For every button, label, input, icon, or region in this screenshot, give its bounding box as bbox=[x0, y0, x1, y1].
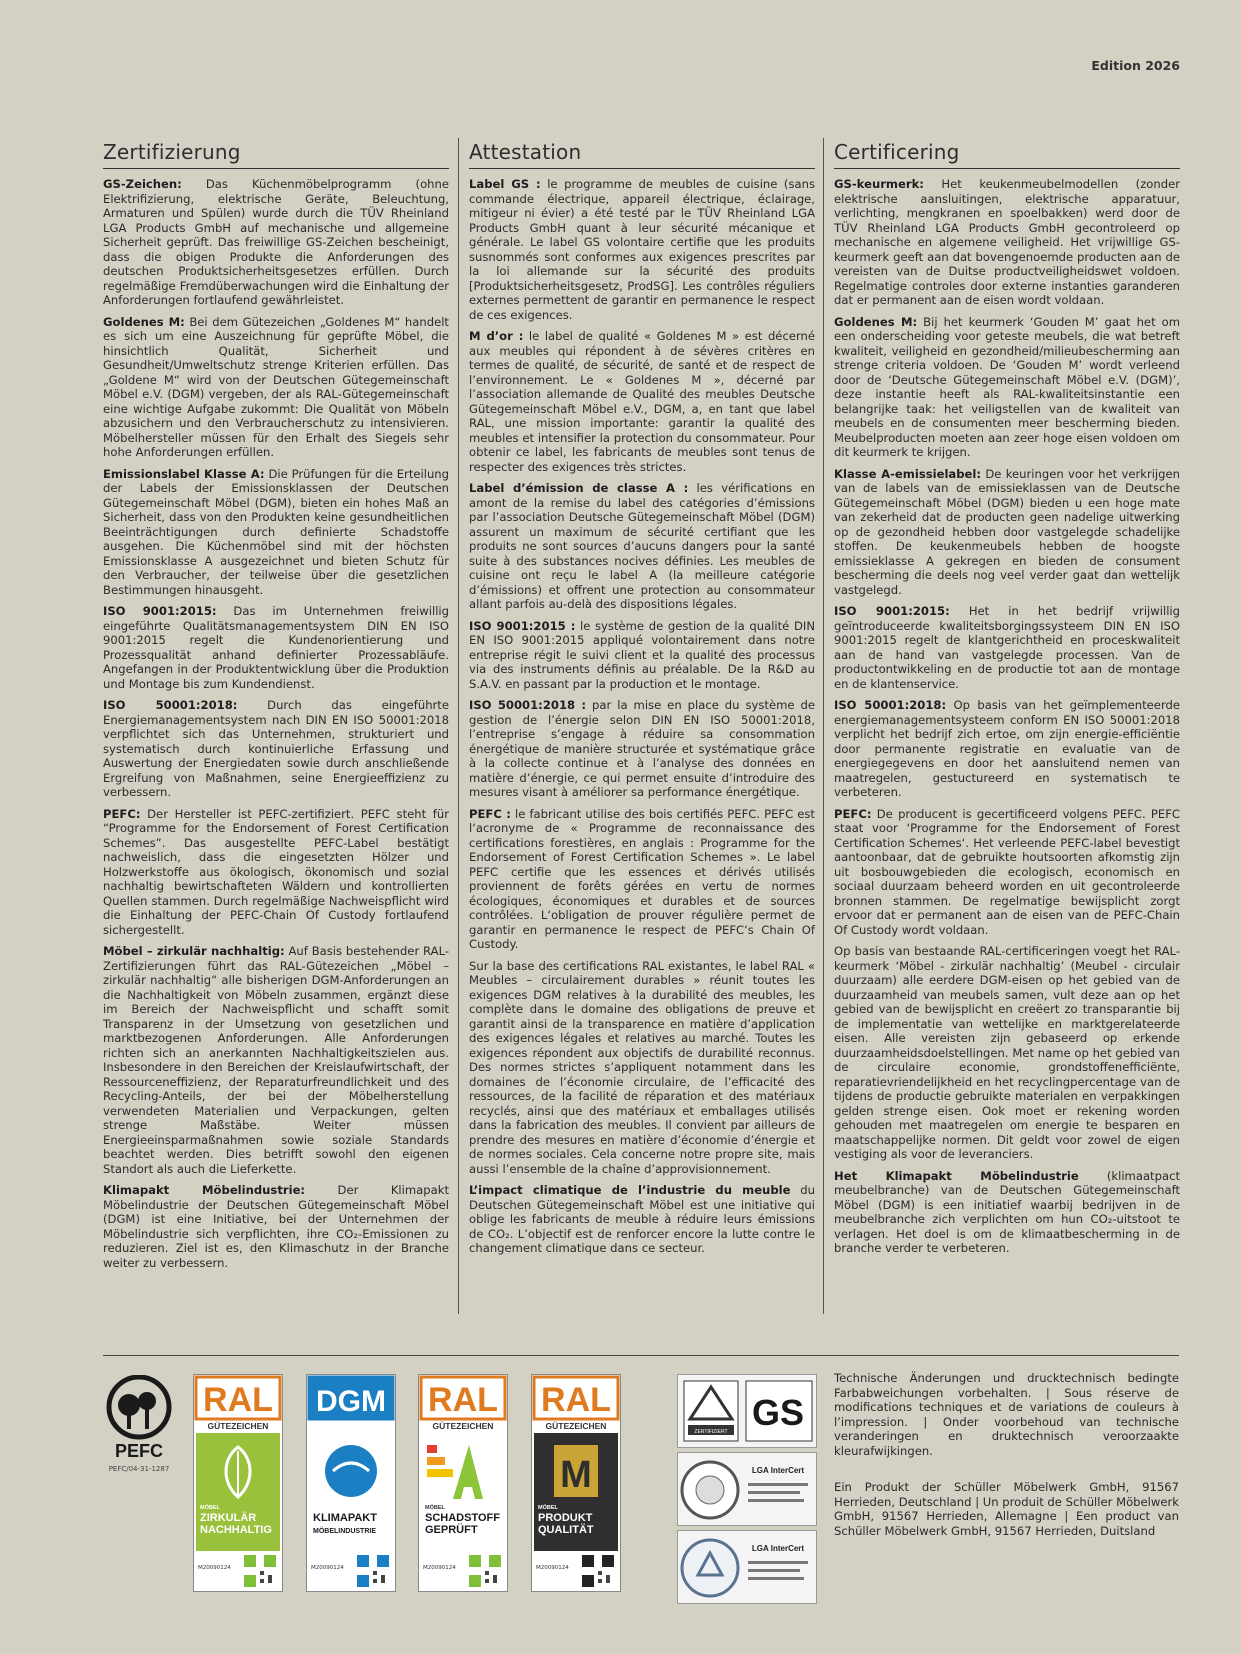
gs-mark: GS bbox=[751, 1392, 805, 1433]
seal-label-1: PRODUKT bbox=[538, 1512, 593, 1524]
certification-paragraph bbox=[103, 1183, 449, 1270]
certification-paragraph bbox=[834, 467, 1180, 598]
footer-notice: Technische Änderungen und drucktechnisch bedingte Farbabweichungen vorbehalten. | Sous réserve de modifications techniques et de variations de couleurs à l’impression. | Onder voorbehoud van technische veranderingen en druktechnisch veroorzaakte kleurafwijkingen. bbox=[834, 1371, 1179, 1458]
paragraph-text: De producent is gecertificeerd volgens PEFC. PEFC staat voor ‘Programme for the Endorsement of Forest Certification Schemes‘. Het verleende PEFC-label bevestigt aantoonbaar, dat de gebruikte houtsoorten afkomstig zijn uit bosbouwgebieden die ecologisch, economisch en sociaal duurzaam beheerd worden en uit gecontroleerde bronnen stammen. De regelmatige bewijsplicht zorgt ervoor dat er permanent aan de eisen van de PEFC-Chain Of Custody wordt voldaan. bbox=[834, 806, 1180, 937]
paragraph-lead: Het Klimapakt Möbelindustrie bbox=[834, 1168, 1079, 1183]
certification-logos bbox=[103, 1372, 818, 1597]
certification-paragraph bbox=[469, 959, 815, 1177]
seal-graphic bbox=[307, 1375, 395, 1555]
column-title: Zertifizierung bbox=[103, 138, 449, 169]
qr-code-icon bbox=[244, 1555, 276, 1587]
seal-band: GÜTEZEICHEN bbox=[207, 1421, 269, 1431]
tuv-label: ZERTIFIZIERT bbox=[694, 1429, 728, 1435]
paragraph-lead: ISO 50001:2018 : bbox=[469, 698, 587, 712]
footer-text bbox=[834, 1371, 1179, 1560]
qr-code-icon bbox=[357, 1555, 389, 1587]
paragraph-text: Het in het bedrijf vrijwillig geïntroduceerde kwaliteitsborgingssysteem DIN EN ISO 9001:2015 regelt de klantgerichtheid en proceskwaliteit aan de hand van vastgelegde processen. Van de productontwikkeling en de productie tot aan de montage en de klantenservice. bbox=[834, 604, 1180, 691]
paragraph-text: Het keukenmeubelmodellen (zonder elektrische aansluitingen, elektrische apparatuur, verlichting, mengkranen en spoelbakken) werd door de TÜV Rheinland LGA Products GmbH gecontroleerd op mechanische en algemene veiligheid. Het vrijwillige GS-keurmerk geeft aan dat bovengenoemde producten aan de vereisten van de Duitse productveiligheidswet voldoen. Regelmatige controles door externe instanties garanderen dat er permanent aan de eisen wordt voldaan. bbox=[834, 177, 1180, 307]
seal-small-label: MÖBEL bbox=[538, 1505, 558, 1511]
seal-code: M20090124 bbox=[536, 1565, 569, 1571]
certification-columns bbox=[103, 138, 1179, 1314]
seal-label-2: QUALITÄT bbox=[538, 1524, 594, 1536]
paragraph-text: le programme de meubles de cuisine (sans commande électrique, appareil électrique, éclairage, mitigeur ni évier) a été testé par le TÜV Rheinland LGA Products GmbH quant à leur sécurité mécanique et générale. Le label GS volontaire certifie que les produits susnommés sont conformes aux exigences prescrites par la loi allemande sur la sécurité des produits [Produktsicherheitsgesetz, ProdSG]. Les contrôles réguliers externes permettent de garantir en permanence le respect de ces exigences. bbox=[469, 177, 815, 322]
paragraph-text: par la mise en place du système de gestion de l’énergie selon DIN EN ISO 50001:2018, l’entreprise s’engage à réduire sa consommation énergétique de manière structurée et systématique grâce à la collecte continue et à l’analyse des données en matière d’énergie, ce qui permet ensuite d’introduire des mesures visant à améliorer sa performance énergétique. bbox=[469, 698, 815, 799]
footer-producer: Ein Produkt der Schüller Möbelwerk GmbH, 91567 Herrieden, Deutschland | Un produit de Schüller Möbelwerk GmbH, 91567 Herrieden, Allemagne | Een product van Schüller Möbelwerk GmbH, 91567 Herrieden, Duitsland bbox=[834, 1480, 1179, 1538]
paragraph-lead: L’impact climatique de l’industrie du meuble bbox=[469, 1183, 791, 1197]
certification-paragraph bbox=[834, 604, 1180, 691]
paragraph-text: Bei dem Gütezeichen „Goldenes M“ handelt es sich um eine Auszeichnung für geprüfte Möbel, die hinsichtlich Qualität, Sicherheit und Gesundheit/Umweltschutz strenge Kriterien erfüllen. Das „Goldene M“ wird von der Deutschen Gütegemeinschaft Möbel e.V. (DGM) vergeben, der als RAL-Gütegemeinschaft eine wichtige Aufgabe zukommt: Die Qualität von Möbeln abzusichern und den Verbraucherschutz zu intensivieren. Möbelhersteller müssen für den Erhalt des Siegels sehr hohe Anforderungen erfüllen. bbox=[103, 314, 449, 459]
paragraph-lead: GS-keurmerk: bbox=[834, 177, 924, 191]
seal-label-1: ZIRKULÄR bbox=[200, 1512, 257, 1524]
certification-paragraph bbox=[834, 177, 1180, 308]
certification-paragraph bbox=[103, 467, 449, 598]
intercert-brand: LGA InterCert bbox=[751, 1466, 805, 1475]
quality-seal-card bbox=[531, 1374, 621, 1592]
footer-divider bbox=[103, 1355, 1179, 1356]
column-divider bbox=[458, 138, 459, 1314]
paragraph-text: De keuringen voor het verkrijgen van de labels van de emissieklassen van de Deutsche Gütegemeinschaft Möbel (DGM) bieden u een hoge mate van zekerheid dat de producten geen nadelige uitwerking op de gezondheid hebben door vastgelegde schadelijke stoffen. De keukenmeubels hebben de hoogste emissieklasse A gekregen en bieden de consument bescherming die deels nog veel verder gaat dan wettelijk vastgelegd. bbox=[834, 466, 1180, 597]
paragraph-text: Das im Unternehmen freiwillig eingeführte Qualitätsmanagementsystem DIN EN ISO 9001:2015 regelt die Kundenorientierung und Prozessqualität anhand definierter Prozessabläufe. Angefangen in der Produktentwicklung über die Produktion und Montage bis zum Kundendienst. bbox=[103, 604, 449, 691]
seal-top: RAL bbox=[428, 1381, 498, 1419]
paragraph-lead: PEFC: bbox=[834, 806, 872, 821]
intercert-brand: LGA InterCert bbox=[751, 1544, 805, 1553]
seal-top: DGM bbox=[316, 1385, 386, 1418]
column-title: Attestation bbox=[469, 138, 815, 169]
paragraph-lead: PEFC : bbox=[469, 806, 511, 821]
paragraph-lead: Label d’émission de classe A : bbox=[469, 481, 689, 495]
column-french bbox=[469, 138, 815, 1263]
pefc-tree-icon bbox=[103, 1375, 175, 1465]
seal-code: M20090124 bbox=[311, 1565, 344, 1571]
paragraph-lead: Klasse A-emissielabel: bbox=[834, 466, 982, 481]
seal-graphic bbox=[532, 1375, 620, 1555]
quality-seal-card bbox=[418, 1374, 508, 1592]
certification-paragraph bbox=[469, 177, 815, 322]
paragraph-text: Die Prüfungen für die Erteilung der Labels der Emissionsklassen der Deutschen Gütegemeinschaft Möbel (DGM), bieten ein hohes Maß an Sicherheit, dass von den Produkten keine gesundheitlichen Beeinträchtigungen durch definierte Schadstoffe ausgehen. Die Küchenmöbel sind mit der höchsten Emissionsklasse A ausgezeichnet und bieten Schutz für den Verbraucher, der teilweise über die gesetzlichen Bestimmungen hinausgeht. bbox=[103, 466, 449, 597]
certification-paragraph bbox=[103, 807, 449, 938]
certification-paragraph bbox=[103, 315, 449, 460]
quality-seal-card bbox=[306, 1374, 396, 1592]
certification-paragraph bbox=[469, 481, 815, 612]
seal-top: RAL bbox=[203, 1381, 273, 1419]
certification-paragraph bbox=[103, 604, 449, 691]
seal-top: RAL bbox=[541, 1381, 611, 1419]
pefc-wordmark: PEFC bbox=[114, 1441, 164, 1461]
intercert-iso9001-badge bbox=[677, 1452, 817, 1526]
column-divider bbox=[823, 138, 824, 1314]
column-body bbox=[469, 177, 815, 1256]
paragraph-text: Bij het keurmerk ‘Gouden M’ gaat het om een onderscheiding voor geteste meubels, die wat betreft kwaliteit, veiligheid en gezondheid/milieubescherming aan strenge criteria voldoen. De ‘Gouden M’ wordt verleend door de ‘Deutsche Gütegemeinschaft Möbel e.V. (DGM)’, deze instantie heeft als RAL-kwaliteitsinstantie een belangrijke taak: het veiligstellen van de kwaliteit van meubels en de consumenten meer bescherming bieden. Meubelproducten moeten aan zeer hoge eisen voldoen om dit keurmerk te krijgen. bbox=[834, 314, 1180, 459]
column-body bbox=[834, 177, 1180, 1256]
qr-code-icon bbox=[469, 1555, 501, 1587]
seal-small-label: MÖBEL bbox=[200, 1505, 220, 1511]
seal-label-1: SCHADSTOFF bbox=[425, 1512, 500, 1524]
seal-label-2: NACHHALTIG bbox=[200, 1524, 272, 1536]
paragraph-text: Der Hersteller ist PEFC-zertifiziert. PEFC steht für “Programme for the Endorsement of Forest Certification Schemes”. Das ausgestellte PEFC-Label bestätigt nachweislich, dass die eingesetzten Hölzer und Holzwerkstoffe aus ökologisch, ökonomisch und sozial nachhaltig bewirtschafteten Wäldern und kontrollierten Quellen stammen. Durch regelmäßige Nachweispflicht wird die Einhaltung der PEFC-Chain Of Custody fortlaufend sichergestellt. bbox=[103, 806, 449, 937]
seal-code: M20090124 bbox=[423, 1565, 456, 1571]
paragraph-text: Op basis van het geïmplementeerde energiemanagementsysteem conform EN ISO 50001:2018 verplicht het bedrijf zich ertoe, om zijn energie-efficiëntie door permanente registratie en evaluatie van de energiegegevens en door het aansluitend nemen van maatregelen, gestuctureerd en systematisch te verbeteren. bbox=[834, 698, 1180, 799]
certification-paragraph bbox=[103, 177, 449, 308]
quality-seal-card bbox=[193, 1374, 283, 1592]
certification-paragraph bbox=[469, 619, 815, 692]
certification-paragraph bbox=[834, 944, 1180, 1162]
paragraph-lead: ISO 50001:2018: bbox=[103, 698, 238, 712]
column-title: Certificering bbox=[834, 138, 1180, 169]
seal-label-1: KLIMAPAKT bbox=[313, 1512, 377, 1524]
paragraph-lead: M d’or : bbox=[469, 329, 524, 343]
paragraph-lead: Goldenes M: bbox=[834, 314, 918, 329]
seal-small-label: MÖBEL bbox=[425, 1505, 445, 1511]
paragraph-text: Auf Basis bestehender RAL-Zertifizierungen führt das RAL-Gütezeichen „Möbel – zirkulär nachhaltig“ alle bisherigen DGM-Anforderungen an die Nachhaltigkeit von Möbeln zusammen, ergänzt diese im Bereich der Nachweispflicht und schafft somit Transparenz in der Umsetzung von gesetzlichen und marktbezogenen Anforderungen. Alle Anforderungen richten sich an anerkannten Nachhaltigkeitszielen aus. Insbesondere in den Bereichen der Kreislaufwirtschaft, der Ressourceneffizienz, der Reparaturfreundlichkeit und des Recycling-Anteils, der bei der Möbelherstellung verwendeten Materialien und Verpackungen, gelten strenge Maßstäbe. Weiter müssen Energieeinsparmaßnahmen sowie soziale Standards beachtet werden. Dies betrifft sowohl den eigenen Standort als auch die Lieferkette. bbox=[103, 944, 450, 1176]
paragraph-text: Sur la base des certifications RAL existantes, le label RAL « Meubles – circulairement durables » réunit toutes les exigences DGM relatives à la durabilité des meubles, les complète dans le domaine des obligations de preuve et garantit ainsi de la transparence en matière d’application des exigences légales et relatives au marché. Toutes les exigences répondent aux objectifs de durabilité reconnus. Des normes strictes s’appliquent notamment dans les domaines de l’économie circulaire, de l’efficacité des ressources, de la facilité de réparation et des matériaux recyclés, ainsi que des matériaux et emballages utilisés dans la fabrication des meubles. Il convient par ailleurs de prendre des mesures en matière d’économie d’énergie et de normes sociales. Cela concerne notre propre site, mais aussi l’ensemble de la chaîne d’approvisionnement. bbox=[469, 958, 815, 1176]
certification-paragraph bbox=[469, 1183, 815, 1256]
paragraph-text: les vérifications en amont de la remise du label des catégories d’émissions par l’association Deutsche Gütegemeinschaft Möbel (DGM) assurent un maximum de sécurité certifiant que les produits ne sont sources d’aucuns dangers pour la santé suite à des substances nocives définies. Les meubles de cuisine ont reçu le label A (la meilleure catégorie d’émissions) et offrent une protection au consommateur allant parfois au-delà des dispositions légales. bbox=[469, 481, 815, 611]
paragraph-lead: ISO 50001:2018: bbox=[834, 698, 947, 712]
certification-paragraph bbox=[834, 698, 1180, 800]
certification-paragraph bbox=[834, 807, 1180, 938]
certification-paragraph bbox=[834, 1169, 1180, 1256]
paragraph-lead: Emissionslabel Klasse A: bbox=[103, 466, 265, 481]
paragraph-text: du Deutschen Gütegemeinschaft Möbel est une initiative qui oblige les fabricants de meuble à réduire leurs émissions de CO₂. L’objectif est de renforcer encore la lutte contre le changement climatique dans ce secteur. bbox=[469, 1183, 815, 1255]
paragraph-text: Das Küchenmöbelprogramm (ohne Elektrifizierung, elektrische Geräte, Beleuchtung, Armaturen und Spülen) wurde durch die TÜV Rheinland LGA Products GmbH auf mechanische und allgemeine Sicherheit geprüft. Das freiwillige GS-Zeichen bescheinigt, dass die obigen Produkte die Anforderungen des deutschen Produktsicherheitsgesetzes erfüllen. Durch regelmäßige Fremdüberwachungen wird die Einhaltung der Anforderungen fortlaufend gewährleistet. bbox=[103, 177, 449, 307]
tuv-gs-badge bbox=[677, 1374, 817, 1448]
paragraph-lead: ISO 9001:2015: bbox=[103, 604, 217, 618]
paragraph-lead: ISO 9001:2015 : bbox=[469, 618, 576, 633]
certification-paragraph bbox=[469, 807, 815, 952]
column-german bbox=[103, 138, 449, 1277]
paragraph-text: le label de qualité « Goldenes M » est décerné aux meubles qui répondent à de sévères critères en termes de qualité, de sécurité, de santé et de respect de l’environnement. Le « Goldenes M », décerné par l’association allemande de Qualité des meubles Deutsche Gütegemeinschaft Möbel e.V., DGM, a, en tant que label RAL, une mission importante: garantir la qualité des meubles et intensifier la protection du consommateur. Pour obtenir ce label, les fabricants de meubles sont tenus de respecter des exigences très strictes. bbox=[469, 329, 815, 474]
seal-band: GÜTEZEICHEN bbox=[545, 1421, 607, 1431]
seal-graphic bbox=[194, 1375, 282, 1555]
paragraph-lead: Möbel – zirkulär nachhaltig: bbox=[103, 944, 285, 958]
paragraph-lead: Klimapakt Möbelindustrie: bbox=[103, 1183, 306, 1197]
paragraph-text: le système de gestion de la qualité DIN EN ISO 9001:2015 appliqué volontairement dans notre entreprise régit le suivi client et la qualité des processus via des instruments définis au préalable. De la R&D au S.A.V. en passant par la production et le montage. bbox=[469, 618, 815, 691]
certification-paragraph bbox=[834, 315, 1180, 460]
seal-code: M20090124 bbox=[198, 1565, 231, 1571]
certification-paragraph bbox=[469, 698, 815, 800]
edition-label: Edition 2026 bbox=[1091, 58, 1180, 73]
paragraph-lead: Label GS : bbox=[469, 177, 541, 191]
paragraph-lead: Goldenes M: bbox=[103, 314, 185, 329]
certification-paragraph bbox=[103, 698, 449, 800]
intercert-iso50001-badge bbox=[677, 1530, 817, 1604]
svg-text:M: M bbox=[560, 1454, 592, 1496]
seal-graphic bbox=[419, 1375, 507, 1555]
certification-paragraph bbox=[103, 944, 449, 1176]
seal-label-2: GEPRÜFT bbox=[425, 1524, 478, 1536]
qr-code-icon bbox=[582, 1555, 614, 1587]
pefc-logo bbox=[103, 1375, 175, 1485]
paragraph-lead: GS-Zeichen: bbox=[103, 177, 182, 191]
column-body bbox=[103, 177, 449, 1270]
paragraph-text: Durch das eingeführte Energiemanagementsystem nach DIN EN ISO 50001:2018 verpflichtet sich das Unternehmen, strukturiert und systematisch durch kontinuierliche Erfassung und Auswertung der Energiedaten sowie durch anschließende Ergreifung von Maßnahmen, seine Energieeffizienz zu verbessern. bbox=[103, 698, 449, 799]
pefc-code: PEFC/04-31-1287 bbox=[108, 1465, 170, 1473]
seal-label-2: MÖBELINDUSTRIE bbox=[313, 1528, 376, 1535]
paragraph-lead: PEFC: bbox=[103, 806, 141, 821]
seal-band: GÜTEZEICHEN bbox=[432, 1421, 494, 1431]
paragraph-text: Op basis van bestaande RAL-certificeringen voegt het RAL-keurmerk ‘Möbel - zirkulär nachhaltig’ (Meubel - circulair duurzaam) alle eerdere DGM-eisen op het gebied van de duurzaamheid van meubels samen, vult deze aan op het gebied van de bewijsplicht en creëert zo transparantie bij de implementatie van wettelijke en marktgerelateerde eisen. Alle vereisten zijn gebaseerd op erkende duurzaamheidsdoelstellingen. Met name op het gebied van de circulaire economie, grondstoffenefficiënte, reparatievriendelijkheid en het recyclingpercentage van de tijdens de productie gebruikte materialen en verpakkingen gelden strenge eisen. Ook moet er rekening worden gehouden met maatregelen om energie te besparen en maatschappelijke normen. Dit geldt voor zowel de eigen vestiging als voor de leveranciers. bbox=[834, 944, 1180, 1161]
column-dutch bbox=[834, 138, 1180, 1263]
certification-paragraph bbox=[469, 329, 815, 474]
paragraph-text: Der Klimapakt Möbelindustrie der Deutschen Gütegemeinschaft Möbel (DGM) ist eine Initiative, bei der Unternehmen der Möbelindustrie sich verpflichten, ihre CO₂-Emissionen zu reduzieren. Ziel ist es, den Klimaschutz in der Branche weiter zu verbessern. bbox=[103, 1183, 449, 1270]
paragraph-text: le fabricant utilise des bois certifiés PEFC. PEFC est l‘acronyme de « Programme de reconnaissance des certifications forestières, en anglais : Programme for the Endorsement of Forest Certification Schemes ». Le label PEFC certifie que les essences et dérivés utilisés proviennent de forêts gérées en vertu de normes écologiques, économiques et durables et de sources contrôlées. L‘obligation de prouver régulière permet de garantir en permanence le respect de PEFC‘s Chain Of Custody. bbox=[469, 806, 815, 951]
paragraph-lead: ISO 9001:2015: bbox=[834, 604, 950, 618]
paragraph-text: (klimaatpact meubelbranche) van de Deutschen Gütegemeinschaft Möbel (DGM) is een initiatief waarbij bedrijven in de meubelbranche zich verplichten om hun CO₂-uitstoot te verlagen. Het doel is om de klimaatbescherming in de branche verder te verbeteren. bbox=[834, 1168, 1180, 1255]
